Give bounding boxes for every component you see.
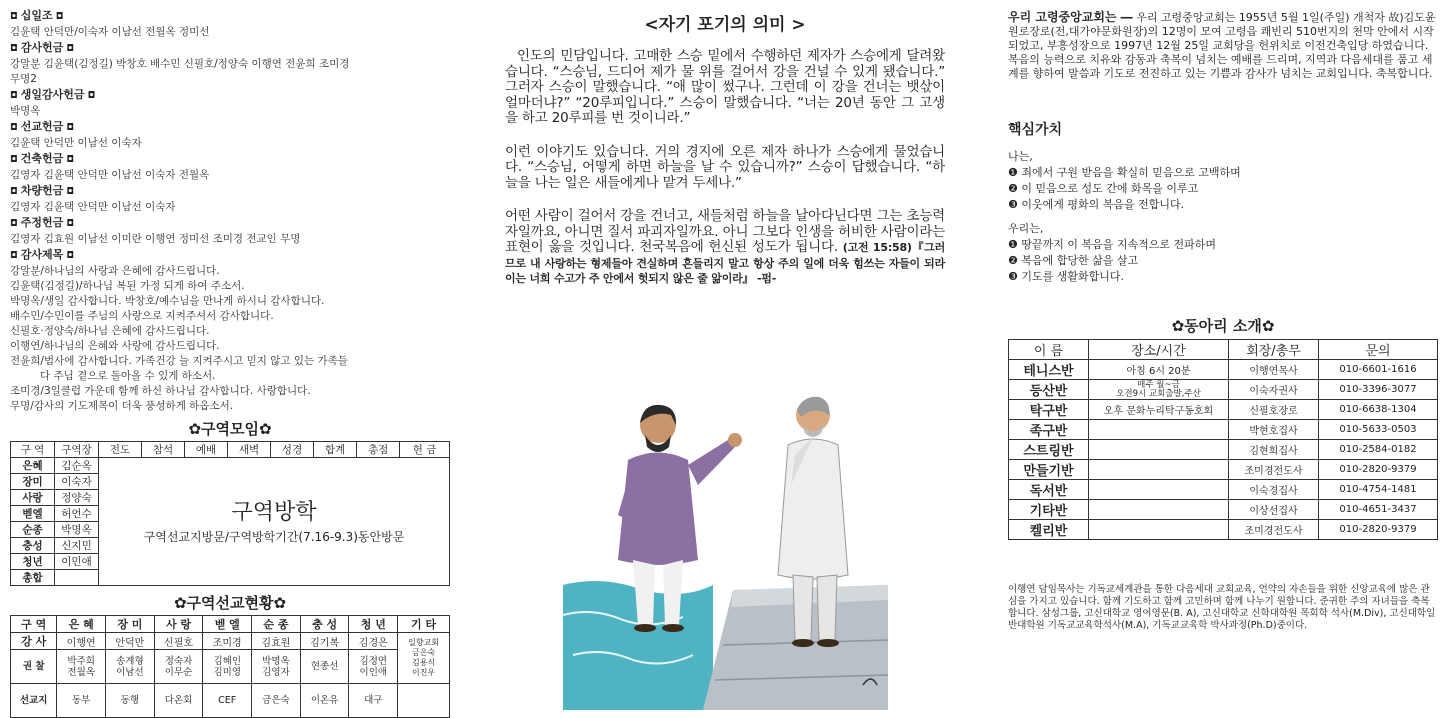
leader-cell: 박명옥 — [55, 522, 99, 538]
section-line: 김윤택 안덕만/이숙자 이남선 전월옥 정미선 — [10, 26, 210, 38]
section-line: 김윤택(김정길)/하나님 복된 가정 되게 하여 주소서. — [10, 280, 245, 292]
core-values — [1008, 149, 1438, 285]
leader-cell — [55, 570, 99, 586]
column-header: 문의 — [1319, 340, 1438, 360]
section-line: 강말분/하나님의 사랑과 은혜에 감사드립니다. — [10, 265, 220, 277]
column-header: 합계 — [314, 442, 357, 458]
offerings-column — [10, 0, 450, 718]
district-cell: 벧엘 — [11, 506, 55, 522]
field-cell: 이온유 — [300, 684, 349, 718]
column-header: 구 역 — [11, 616, 57, 633]
section-title: ◘ 건축헌금 ◘ — [10, 151, 450, 168]
club-place: 오후 문화누리탁구동호회 — [1089, 400, 1229, 420]
church-info-column — [1008, 0, 1438, 632]
club-name: 탁구반 — [1009, 400, 1089, 420]
core-value-item: ❶ 죄에서 구원 받음을 확실히 믿음으로 고백하며 — [1008, 166, 1241, 179]
core-values-title: 핵심가치 — [1008, 122, 1063, 138]
leader-cell: 허언수 — [55, 506, 99, 522]
district-cell: 순종 — [11, 522, 55, 538]
section-line: 전윤희/범사에 감사합니다. 가족건강 늘 지켜주시고 믿지 않고 있는 가족들 — [10, 355, 348, 367]
core-value-item: ❷ 이 믿음으로 성도 간에 화목을 이루고 — [1008, 182, 1199, 195]
section-line: 강말분 김윤택(김정길) 박창호 배수민 신필호/정양숙 이행연 전윤희 조미경 — [10, 58, 350, 70]
column-header: 충 성 — [300, 616, 349, 633]
section-line: 무명2 — [10, 73, 37, 85]
elder-cell: 박명옥 김영자 — [252, 650, 301, 684]
table-row — [11, 458, 450, 474]
table-row — [1009, 500, 1438, 520]
column-header: 은 혜 — [57, 616, 106, 633]
core-value-item: ❶ 땅끝까지 이 복음을 지속적으로 전파하며 — [1008, 238, 1216, 251]
column-header: 장소/시간 — [1089, 340, 1229, 360]
mission-table — [10, 615, 450, 718]
row-header: 권 찰 — [11, 650, 57, 684]
club-leader: 이숙경집사 — [1229, 480, 1319, 500]
club-phone: 010-2820-9379 — [1319, 520, 1438, 540]
column-header: 장 미 — [106, 616, 155, 633]
club-name: 테니스반 — [1009, 360, 1089, 380]
scripture-quote: (고전 15:58)『그러므로 내 사랑하는 형제들아 견실하며 흔들리지 말고 항상 주의 일에 더욱 힘쓰는 자들이 되라 이는 너희 수고가 주 안에서 헛되지 않은 줄 앎이라』 -펌- — [505, 241, 946, 285]
club-place — [1089, 500, 1229, 520]
teacher-cell: 김기복 — [300, 633, 349, 650]
club-phone: 010-4651-3437 — [1319, 500, 1438, 520]
section-line: 이행연/하나님의 은혜와 사랑에 감사드립니다. — [10, 340, 220, 352]
table-row — [11, 684, 450, 718]
club-phone: 010-3396-3077 — [1319, 380, 1438, 400]
table-row — [1009, 520, 1438, 540]
column-header: 총점 — [357, 442, 400, 458]
elder-cell: 현종선 — [300, 650, 349, 684]
table-row — [11, 633, 450, 650]
section-line: 조미경/3일클럽 가운데 함께 하신 하나님 감사합니다. 사랑합니다. — [10, 385, 311, 397]
table-row — [1009, 420, 1438, 440]
core-value-item: ❷ 복음에 합당한 삶을 살고 — [1008, 254, 1139, 267]
core-group-lead: 나는, — [1008, 150, 1033, 163]
club-place — [1089, 420, 1229, 440]
row-header: 선교지 — [11, 684, 57, 718]
district-cell: 충성 — [11, 538, 55, 554]
column-header: 새벽 — [228, 442, 271, 458]
club-place — [1089, 440, 1229, 460]
column-header: 사 랑 — [154, 616, 203, 633]
section-line: 신필호·정양숙/하나님 은혜에 감사드립니다. — [10, 325, 210, 337]
church-intro-text: 우리 고령중앙교회는 1955년 5월 1일(주일) 개척자 故)김도윤원로장로(전,대가야문화원장)의 12명이 모여 고령읍 쾌빈리 510번지의 천막 안에서 시작되었고, 부흥성장으로 1997년 12월 25일 교회당을 헌위치로 이전건축입당 하였습니다. 복음의 능력으로 치유와 감동과 축복이 넘치는 예배를 드리며, 지역과 다음세대를 품고 세계를 향하여 말씀과 기도로 전진하고 있는 기쁨과 감사가 넘치는 교회입니다. 축복합니다. — [1008, 11, 1436, 80]
club-place — [1089, 460, 1229, 480]
club-place: 매주 월~금 오전9시 교회출발,주산 — [1089, 380, 1229, 400]
mission-title-text: 구역선교현황 — [186, 594, 274, 612]
field-cell: 동행 — [106, 684, 155, 718]
offering-section — [10, 215, 450, 247]
offering-section — [10, 247, 450, 414]
leader-cell: 정양숙 — [55, 490, 99, 506]
club-name: 족구반 — [1009, 420, 1089, 440]
table-row — [1009, 400, 1438, 420]
club-leader: 신필호장로 — [1229, 400, 1319, 420]
row-header: 강 사 — [11, 633, 57, 650]
club-phone: 010-2820-9379 — [1319, 460, 1438, 480]
club-leader: 김현희집사 — [1229, 440, 1319, 460]
district-cell: 은혜 — [11, 458, 55, 474]
field-cell: 대구 — [349, 684, 398, 718]
club-leader: 이상선집사 — [1229, 500, 1319, 520]
section-line: 김영자 김효원 이남선 이미란 이행연 정미선 조미경 전교인 무명 — [10, 233, 301, 245]
column-header: 구역장 — [55, 442, 99, 458]
club-phone: 010-4754-1481 — [1319, 480, 1438, 500]
notice-small-text: 구역선교지방문/구역방학기간(7.16-9.3)동안방문 — [143, 530, 405, 544]
column-header: 벧 엘 — [203, 616, 252, 633]
leader-cell: 신지민 — [55, 538, 99, 554]
table-row — [1009, 460, 1438, 480]
club-place — [1089, 480, 1229, 500]
club-leader: 조미경전도사 — [1229, 460, 1319, 480]
club-name: 기타반 — [1009, 500, 1089, 520]
section-line: 다 주님 곁으로 돌아올 수 있게 하소서. — [40, 370, 216, 382]
leader-cell: 이숙자 — [55, 474, 99, 490]
district-cell: 청년 — [11, 554, 55, 570]
offering-section — [10, 8, 450, 40]
table-header-row — [11, 616, 450, 633]
table-row — [1009, 380, 1438, 400]
offering-sections — [10, 8, 450, 414]
club-leader: 박현호집사 — [1229, 420, 1319, 440]
club-leader: 조미경전도사 — [1229, 520, 1319, 540]
section-title: ◘ 감사제목 ◘ — [10, 247, 450, 264]
column-header: 헌 금 — [400, 442, 450, 458]
offering-section — [10, 151, 450, 183]
column-header: 참석 — [142, 442, 185, 458]
section-line: 배수민/수민이를 주님의 사랑으로 지켜주셔서 감사합니다. — [10, 310, 274, 322]
district-table — [10, 441, 450, 586]
section-title: ◘ 십일조 ◘ — [10, 8, 450, 25]
column-header: 이 름 — [1009, 340, 1089, 360]
essay-paragraph — [505, 209, 945, 287]
club-name: 만들기반 — [1009, 460, 1089, 480]
offering-section — [10, 183, 450, 215]
district-cell: 사랑 — [11, 490, 55, 506]
field-cell: CEF — [203, 684, 252, 718]
essay-paragraph: 인도의 민담입니다. 고매한 스승 밑에서 수행하던 제자가 스승에게 달려왔습니다. “스승님, 드디어 제가 물 위를 걸어서 강을 건널 수 있게 됐습니다.” 그러자 스승이 말했습니다. “애 많이 썼구나. 그런데 이 강을 건너는 뱃삯이 얼마더냐?” “20루피입니다.” 스승이 말했습니다. “너는 20년 동안 그 고생을 하고 20루피를 번 것이니라.” — [505, 48, 945, 126]
teacher-cell: 조미경 — [203, 633, 252, 650]
column-header: 회장/총무 — [1229, 340, 1319, 360]
leader-cell: 김순옥 — [55, 458, 99, 474]
field-cell: 금은숙 — [252, 684, 301, 718]
two-men-illustration — [563, 385, 888, 710]
club-phone: 010-6638-1304 — [1319, 400, 1438, 420]
field-cell: 다온회 — [154, 684, 203, 718]
elder-cell: 송계형 이남선 — [106, 650, 155, 684]
section-line: 김영자 김윤택 안덕만 이남선 이숙자 — [10, 201, 176, 213]
church-intro — [1008, 10, 1438, 81]
other-cell: 일향교회 금은숙 김용식 이진우 — [398, 633, 450, 684]
section-title: ◘ 차량헌금 ◘ — [10, 183, 450, 200]
district-title-text: 구역모임 — [201, 420, 259, 438]
essay-paragraph: 이런 이야기도 있습니다. 거의 경지에 오른 제자 하나가 스승에게 물었습니다. “스승님, 어떻게 하면 하늘을 날 수 있습니까?” 스승이 답했습니다. “하늘을 나는 일은 새들에게나 맡겨 두세나.” — [505, 143, 945, 191]
offering-section — [10, 87, 450, 119]
elder-cell: 박주희 전월옥 — [57, 650, 106, 684]
essay-column — [505, 0, 945, 305]
teacher-cell: 안덕만 — [106, 633, 155, 650]
district-cell: 장미 — [11, 474, 55, 490]
table-row — [1009, 360, 1438, 380]
table-row — [11, 650, 450, 684]
table-row — [1009, 440, 1438, 460]
district-table-title: ✿구역모임✿ — [188, 420, 272, 438]
church-intro-lead: 우리 고령중앙교회는 ― — [1008, 10, 1133, 24]
club-name: 독서반 — [1009, 480, 1089, 500]
section-line: 박명옥 — [10, 105, 41, 117]
club-phone: 010-2584-0182 — [1319, 440, 1438, 460]
core-value-item: ❸ 이웃에게 평화의 복음을 전합니다. — [1008, 198, 1185, 211]
essay-paragraph-text: 어떤 사람이 걸어서 강을 건너고, 새들처럼 하늘을 날아다닌다면 그는 초능력자일까요, 아니면 질서 파괴자일까요. 아니 그보다 인생을 허비한 사람이라는 표현이 옳을 것입니다. 천국복음에 헌신된 성도가 됩니다. — [505, 208, 945, 255]
teacher-cell: 김효원 — [252, 633, 301, 650]
field-cell — [398, 684, 450, 718]
core-value-item: ❸ 기도를 생활화합니다. — [1008, 270, 1124, 283]
table-header-row — [11, 442, 450, 458]
teacher-cell: 신필호 — [154, 633, 203, 650]
leader-cell: 이민애 — [55, 554, 99, 570]
core-group-lead: 우리는, — [1008, 222, 1044, 235]
district-notice — [99, 458, 450, 586]
table-header-row — [1009, 340, 1438, 360]
section-title: ◘ 선교헌금 ◘ — [10, 119, 450, 136]
section-title: ◘ 감사헌금 ◘ — [10, 40, 450, 57]
elder-cell: 정숙자 이무순 — [154, 650, 203, 684]
club-phone: 010-5633-0503 — [1319, 420, 1438, 440]
table-row — [1009, 480, 1438, 500]
column-header: 청 년 — [349, 616, 398, 633]
column-header: 구 역 — [11, 442, 55, 458]
teacher-cell: 김경은 — [349, 633, 398, 650]
section-line: 박명옥/생일 감사합니다. 박창호/예수님을 만나게 하시니 감사합니다. — [10, 295, 325, 307]
club-place: 아침 6시 20분 — [1089, 360, 1229, 380]
section-title: ◘ 생일감사헌금 ◘ — [10, 87, 450, 104]
club-name: 켈리반 — [1009, 520, 1089, 540]
club-phone: 010-6601-1616 — [1319, 360, 1438, 380]
elder-cell: 김정연 이인애 — [349, 650, 398, 684]
club-title-text: 동아리 소개 — [1184, 317, 1262, 335]
elder-cell: 김혜인 김미영 — [203, 650, 252, 684]
column-header: 예배 — [185, 442, 228, 458]
field-cell: 동부 — [57, 684, 106, 718]
offering-section — [10, 119, 450, 151]
district-cell: 총합 — [11, 570, 55, 586]
club-table-title: ✿동아리 소개✿ — [1171, 317, 1275, 335]
club-leader: 이숙자권사 — [1229, 380, 1319, 400]
pastor-bio: 이행연 담임목사는 기독교세계관을 통한 다음세대 교회교육, 언약의 자손들을 위한 신앙교육에 많은 관심을 가지고 있습니다. 함께 기도하고 함께 고민하며 함께 나누기 원합니다. 준귀한 주의 자녀들을 축복합니다. 삼성그룹, 고신대학교 영어영문(B. A), 고신대학교 신학대학원 목회학 석사(M.Div), 고신대학일반대학원 기독교교육학석사(M.A), 기독교교육학 박사과정(Ph.D)중이다. — [1008, 584, 1436, 631]
offering-section — [10, 40, 450, 87]
club-name: 등산반 — [1009, 380, 1089, 400]
club-leader: 이행연목사 — [1229, 360, 1319, 380]
mission-table-title: ✿구역선교현황✿ — [173, 594, 287, 612]
column-header: 순 종 — [252, 616, 301, 633]
club-name: 스트링반 — [1009, 440, 1089, 460]
club-table — [1008, 339, 1438, 540]
club-place — [1089, 520, 1229, 540]
essay-title: <자기 포기의 의미 > — [644, 15, 806, 35]
column-header: 전도 — [99, 442, 142, 458]
section-line: 무명/감사의 기도제목이 더욱 풍성하게 하옵소서. — [10, 400, 234, 412]
section-line: 김영자 김윤택 안덕만 이남선 이숙자 전월옥 — [10, 169, 210, 181]
column-header: 성경 — [271, 442, 314, 458]
column-header: 기 타 — [398, 616, 450, 633]
section-line: 김윤택 안덕만 이남선 이숙자 — [10, 137, 142, 149]
teacher-cell: 이행연 — [57, 633, 106, 650]
notice-big-text: 구역방학 — [231, 500, 317, 525]
section-title: ◘ 주정헌금 ◘ — [10, 215, 450, 232]
